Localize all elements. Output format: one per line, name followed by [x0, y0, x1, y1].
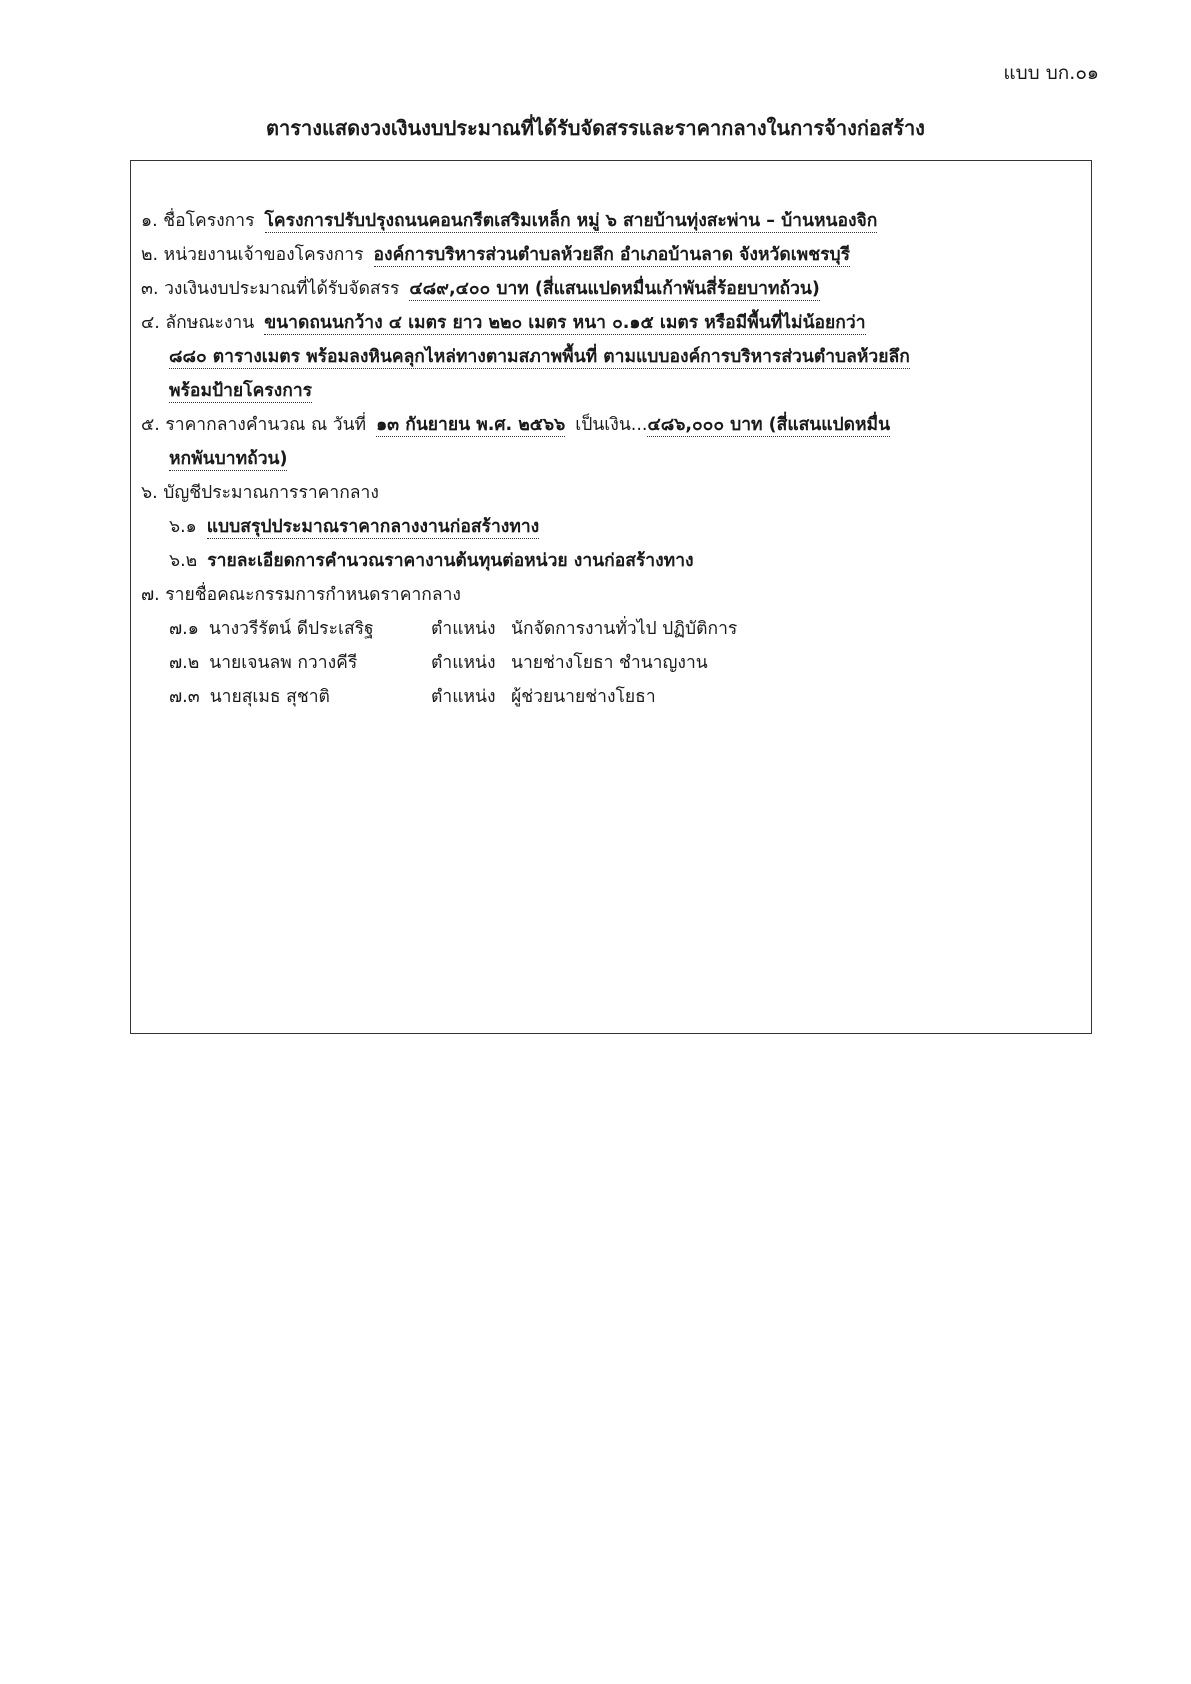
owner-agency-value: องค์การบริหารส่วนตำบลห้วยลึก อำเภอบ้านลาด จังหวัดเพชรบุรี — [373, 245, 851, 265]
item-label: ๓. วงเงินงบประมาณที่ได้รับจัดสรร — [141, 279, 400, 299]
median-price-amount: ๔๘๖,๐๐๐ บาท (สี่แสนแปดหมื่น — [647, 415, 891, 435]
estimate-subitem-2 — [141, 544, 1061, 578]
member-position: ผู้ช่วยนายช่างโยธา — [511, 687, 656, 707]
item-label: ๒. หน่วยงานเจ้าของโครงการ — [141, 245, 364, 265]
subitem-number: ๖.๒ — [169, 551, 198, 571]
work-description-line2: ๘๘๐ ตารางเมตร พร้อมลงหินคลุกไหล่ทางตามสภาพพื้นที่ ตามแบบองค์การบริหารส่วนตำบลห้วยลึก — [169, 347, 910, 367]
amount-label: เป็นเงิน... — [575, 415, 648, 435]
item-label: ๔. ลักษณะงาน — [141, 313, 255, 333]
item-project-name — [141, 204, 1061, 238]
item-work-description — [141, 306, 1061, 340]
position-label: ตำแหน่ง — [431, 687, 496, 707]
item-estimate-list — [141, 476, 1061, 510]
member-number: ๗.๓ — [169, 687, 200, 707]
item-label: ๕. ราคากลางคำนวณ ณ วันที่ — [141, 415, 367, 435]
project-name-value: โครงการปรับปรุงถนนคอนกรีตเสริมเหล็ก หมู่ ๖ สายบ้านทุ่งสะพ่าน – บ้านหนองจิก — [264, 211, 878, 231]
document-content — [141, 204, 1061, 714]
member-number: ๗.๑ — [169, 619, 199, 639]
item-work-description-cont — [141, 340, 1061, 374]
item-median-price — [141, 408, 1061, 442]
committee-member — [141, 612, 1061, 646]
committee-member — [141, 646, 1061, 680]
page-title: ตารางแสดงวงเงินงบประมาณที่ได้รับจัดสรรและราคากลางในการจ้างก่อสร้าง — [266, 116, 925, 140]
position-label: ตำแหน่ง — [431, 619, 496, 639]
median-price-date: ๑๓ กันยายน พ.ศ. ๒๕๖๖ — [376, 415, 566, 435]
item-median-price-cont — [141, 442, 1061, 476]
median-price-amount-cont: หกพันบาทถ้วน) — [169, 449, 288, 469]
estimate-subitem-1 — [141, 510, 1061, 544]
member-name: นายเจนลพ กวางคีรี — [209, 653, 358, 673]
budget-value: ๔๘๙,๔๐๐ บาท (สี่แสนแปดหมื่นเก้าพันสี่ร้อยบาทถ้วน) — [409, 279, 820, 299]
item-label: ๗. รายชื่อคณะกรรมการกำหนดราคากลาง — [141, 585, 461, 605]
member-number: ๗.๒ — [169, 653, 200, 673]
member-position: นายช่างโยธา ชำนาญงาน — [511, 653, 708, 673]
item-owner-agency — [141, 238, 1061, 272]
item-budget — [141, 272, 1061, 306]
subitem-number: ๖.๑ — [169, 517, 197, 537]
work-description-line3: พร้อมป้ายโครงการ — [169, 381, 313, 401]
member-position: นักจัดการงานทั่วไป ปฏิบัติการ — [511, 619, 738, 639]
item-label: ๖. บัญชีประมาณการราคากลาง — [141, 483, 379, 503]
form-code: แบบ บก.๐๑ — [1003, 62, 1099, 84]
item-work-description-cont2 — [141, 374, 1061, 408]
position-label: ตำแหน่ง — [431, 653, 496, 673]
committee-member — [141, 680, 1061, 714]
estimate-subitem-1-text: แบบสรุปประมาณราคากลางงานก่อสร้างทาง — [206, 517, 540, 537]
member-name: นายสุเมธ สุชาติ — [209, 687, 330, 707]
item-committee — [141, 578, 1061, 612]
member-name: นางวรีรัตน์ ดีประเสริฐ — [208, 619, 374, 639]
work-description-line1: ขนาดถนนกว้าง ๔ เมตร ยาว ๒๒๐ เมตร หนา ๐.๑๕ เมตร หรือมีพื้นที่ไม่น้อยกว่า — [264, 313, 866, 333]
item-label: ๑. ชื่อโครงการ — [141, 211, 255, 231]
estimate-subitem-2-text: รายละเอียดการคำนวณราคางานต้นทุนต่อหน่วย งานก่อสร้างทาง — [207, 551, 694, 571]
